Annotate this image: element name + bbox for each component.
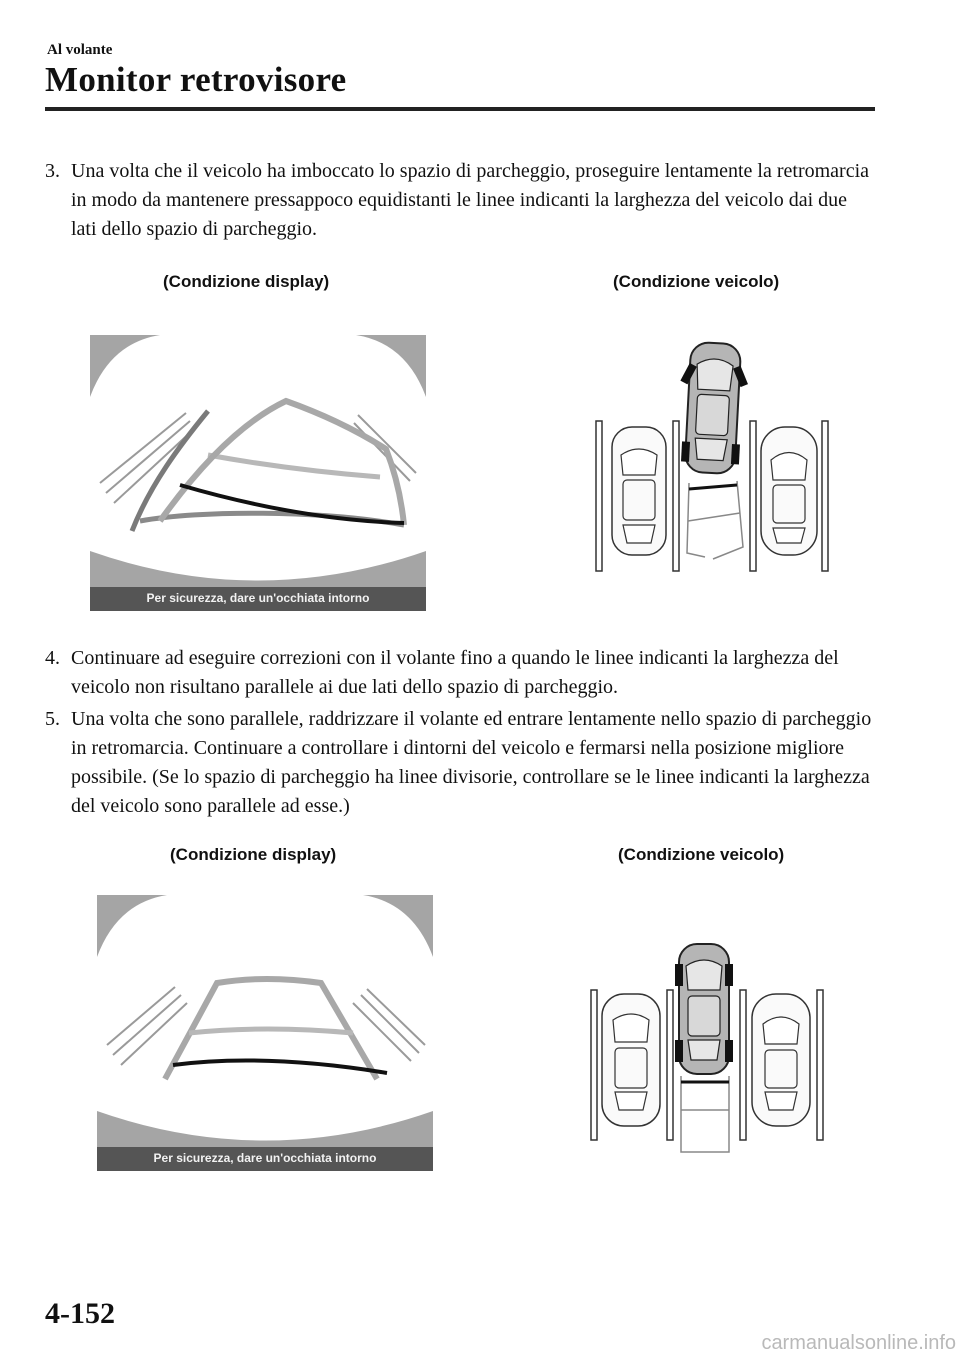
step-3 [45,157,875,244]
display-caption: (Condizione display) [170,845,337,864]
step-number: 3. [45,160,60,182]
step-text: Una volta che il veicolo ha imboccato lo spazio di parcheggio, proseguire lentamente la retromarcia in modo da mantenere pressappoco equidistanti le linee indicanti la larghezza del veicolo dai due lati dello spazio di parcheggio. [71,160,870,240]
page-number: 4-152 [45,1297,115,1330]
title-divider [45,107,875,111]
watermark: carmanualsonline.info [761,1332,956,1354]
safety-banner: Per sicurezza, dare un'occhiata intorno [153,1151,377,1165]
step-number: 5. [45,708,60,730]
camera-view-graphic [97,895,433,1171]
step-5 [45,705,875,821]
vehicle-caption: (Condizione veicolo) [618,845,785,864]
vehicle-caption: (Condizione veicolo) [613,272,780,291]
step-text: Una volta che sono parallele, raddrizzare il volante ed entrare lentamente nello spazio di parcheggio in retromarcia. Continuare a controllare i dintorni del veicolo e fermarsi nella posizione migliore possibile. (Se lo spazio di parcheggio ha linee divisorie, controllare se le linee indicanti la larghezza del veicolo sono parallele ad esse.) [71,708,872,817]
vehicle-condition-diagram [585,940,835,1160]
section-label: Al volante [47,42,113,58]
safety-banner: Per sicurezza, dare un'occhiata intorno [146,591,370,605]
page-title: Monitor retrovisore [45,60,347,99]
display-caption: (Condizione display) [163,272,330,291]
vehicle-condition-diagram [585,335,835,575]
step-4 [45,644,875,702]
step-text: Continuare ad eseguire correzioni con il volante fino a quando le linee indicanti la larghezza del veicolo non risultano parallele ai due lati dello spazio di parcheggio. [71,647,839,698]
rear-camera-display [97,895,433,1171]
parking-diagram-graphic [585,940,835,1160]
step-number: 4. [45,647,60,669]
parking-diagram-graphic [585,335,835,575]
camera-view-graphic [90,335,426,611]
rear-camera-display [90,335,426,611]
